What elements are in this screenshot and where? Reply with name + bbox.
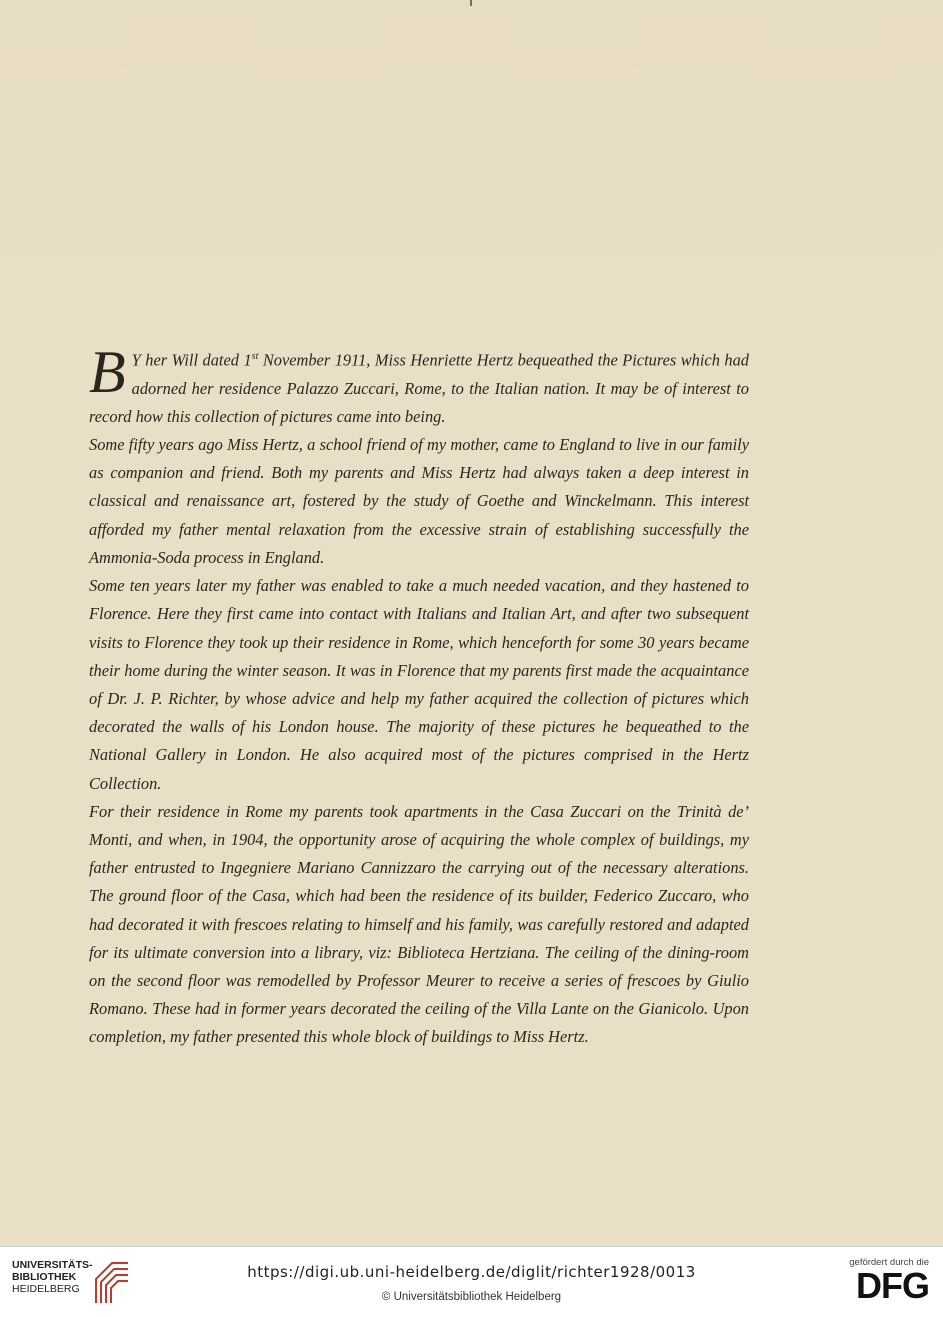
page-top-mark <box>470 0 472 6</box>
logo-line-2: BIBLIOTHEK <box>12 1271 77 1283</box>
paragraph-1-lead: Y her Will dated <box>131 350 239 370</box>
page-show-through <box>0 0 943 330</box>
paragraph-1-rest: November 1911, Miss Henriette Hertz bequeathed the Pictures which had adorned her residence Palazzo Zuccari, Rome, to the Italian nation. It may be of interest to record how this collection of pictures came into being. <box>89 350 749 426</box>
logo-line-1: UNIVERSITÄTS- <box>12 1259 93 1271</box>
copyright-notice: © Universitätsbibliothek Heidelberg <box>381 1291 562 1303</box>
drop-cap: B <box>89 339 126 405</box>
paragraph-3: Some ten years later my father was enabled to take a much needed vacation, and they hastened to Florence. Here they first came into contact with Italians and Italian Art, and after two subsequent visits to Florence they took up their residence in Rome, which henceforth for some 30 years became their home during the winter season. It was in Florence that my parents first made the acquaintance of Dr. J. P. Richter, by whose advice and help my father acquired the collection of pictures which decorated the walls of his London house. The majority of these pictures he bequeathed to the National Gallery in London. He also acquired most of the pictures comprised in the Hertz Collection. <box>89 576 749 793</box>
paragraph-2: Some fifty years ago Miss Hertz, a school friend of my mother, came to England to live in our family as companion and friend. Both my parents and Miss Hertz had always taken a deep interest in classical and renaissance art, fostered by the study of Goethe and Winckelmann. This interest afforded my father mental relaxation from the excessive strain of establishing successfully the Ammonia-Soda process in England. <box>89 435 749 567</box>
viewer-footer <box>0 1246 943 1317</box>
paragraph-1 <box>89 339 749 431</box>
date-day: 1 <box>243 350 252 370</box>
logo-line-3: HEIDELBERG <box>12 1283 80 1295</box>
funded-by-label: gefördert durch die <box>849 1257 929 1268</box>
paragraph-4: For their residence in Rome my parents took apartments in the Casa Zuccari on the Trinità de’ Monti, and when, in 1904, the opportunity arose of acquiring the whole complex of buildings, my father entrusted to Ingegniere Mariano Cannizzaro the carrying out of the necessary alterations. The ground floor of the Casa, which had been the residence of its builder, Federico Zuccaro, who had decorated it with frescoes relating to himself and his family, was carefully restored and adapted for its ultimate conversion into a library, viz: Biblioteca Hertziana. The ceiling of the dining-room on the second floor was remodelled by Professor Meurer to receive a series of frescoes by Giulio Romano. These had in former years decorated the ceiling of the Villa Lante on the Gianicolo. Upon completion, my father presented this whole block of buildings to Miss Hertz. <box>89 801 749 1047</box>
body-text <box>89 339 749 1052</box>
dfg-funding[interactable] <box>839 1257 929 1304</box>
date-suffix: st <box>251 351 259 362</box>
permalink-url[interactable]: https://digi.ub.uni-heidelberg.de/diglit/richter1928/0013 <box>247 1263 696 1281</box>
dfg-logo: DFG <box>856 1265 929 1306</box>
